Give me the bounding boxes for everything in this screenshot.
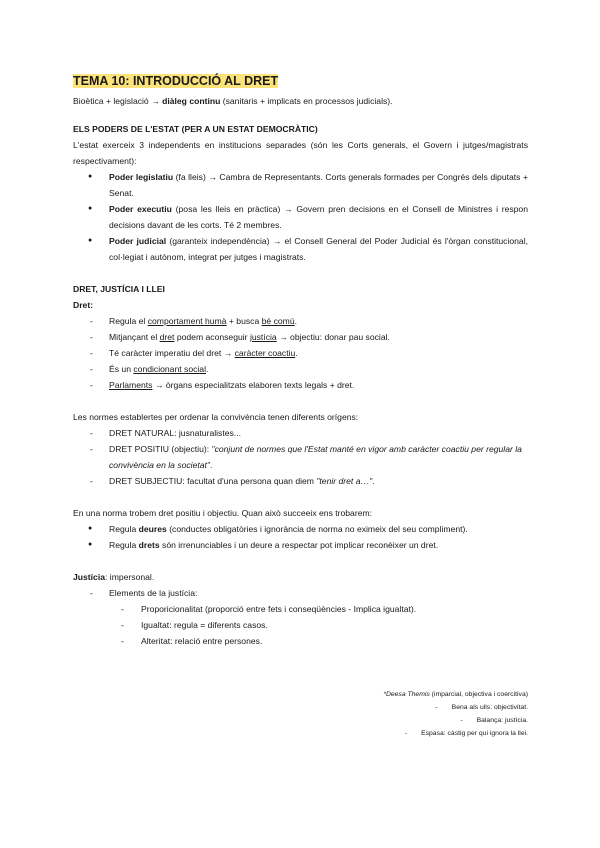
footnote-item: - Balança: justícia. — [460, 717, 528, 724]
list-item: - Regula el comportament humà + busca bé comú. — [73, 313, 528, 329]
list-item: ● Regula deures (conductes obligatòries i ignorància de norma no eximeix del seu compliment). — [73, 521, 528, 537]
footnote-title: *Deesa Themis (imparcial, objectiva i coercitiva) — [383, 691, 528, 698]
poders-list — [73, 169, 528, 265]
list-item: - DRET POSITIU (objectiu): "conjunt de normes que l'Estat manté en vigor amb caràcter coactiu per regular la convivència en la societat". — [73, 441, 528, 473]
list-item: ● Poder legislatiu (fa lleis) → Cambra de Representants. Corts generals formades per Congrés dels diputats + Senat. — [73, 169, 528, 201]
list-item: ● Poder judicial (garanteix independència) → el Consell General del Poder Judicial és l'òrgan constitucional, col·legiat i autònom, integrat per jutges i magistrats. — [73, 233, 528, 265]
list-item: - Alteritat: relació entre persones. — [73, 633, 528, 649]
list-item: - DRET SUBJECTIU: facultat d'una persona quan diem "tenir dret a…". — [73, 473, 528, 489]
justicia-sublist — [73, 601, 528, 649]
page-title: TEMA 10: INTRODUCCIÓ AL DRET — [73, 74, 279, 88]
justicia-list — [73, 585, 528, 601]
document-page — [73, 74, 528, 649]
norma-text: En una norma trobem dret positiu i objectiu. Quan això succeeix ens trobarem: — [73, 508, 373, 518]
dret-heading: DRET, JUSTÍCIA I LLEI — [73, 284, 165, 294]
list-item: - Mitjançant el dret podem aconseguir justícia → objectiu: donar pau social. — [73, 329, 528, 345]
footnote — [383, 688, 528, 740]
list-item: - Té caràcter imperatiu del dret → caràcter coactiu. — [73, 345, 528, 361]
footnote-item: - Espasa: càstig per qui ignora la llei. — [404, 730, 528, 737]
justicia-line: Justícia: impersonal. — [73, 572, 155, 582]
intro-line: Bioètica + legislació → diàleg continu (sanitaris + implicats en processos judicials). — [73, 96, 393, 106]
list-item: - Proporicionalitat (proporció entre fets i conseqüències - Implica igualtat). — [73, 601, 528, 617]
normes-list — [73, 425, 528, 489]
norma-list — [73, 521, 528, 553]
dret-subheading: Dret: — [73, 300, 94, 310]
list-item: ● Poder executiu (posa les lleis en pràctica) → Govern pren decisions en el Consell de Ministres i respon decisions davant de les corts. Té 2 membres. — [73, 201, 528, 233]
normes-text: Les normes establertes per ordenar la convivència tenen diferents orígens: — [73, 412, 359, 422]
list-item: - Parlaments → òrgans especialitzats elaboren texts legals + dret. — [73, 377, 528, 393]
footnote-item: - Bena als ulls: objectivitat. — [435, 704, 528, 711]
list-item: - Igualtat: regula = diferents casos. — [73, 617, 528, 633]
list-item: - És un condicionant social. — [73, 361, 528, 377]
dret-list — [73, 313, 528, 393]
poders-heading: ELS PODERS DE L'ESTAT (PER A UN ESTAT DEMOCRÀTIC) — [73, 124, 318, 134]
list-item: - Elements de la justícia: — [73, 585, 528, 601]
poders-text: L'estat exerceix 3 independents en institucions separades (són les Corts generals, el Govern i jutges/magistrats respectivament): — [73, 140, 528, 166]
list-item: - DRET NATURAL: jusnaturalistes... — [73, 425, 528, 441]
list-item: ● Regula drets són irrenunciables i un deure a respectar pot implicar reconèixer un dret. — [73, 537, 528, 553]
